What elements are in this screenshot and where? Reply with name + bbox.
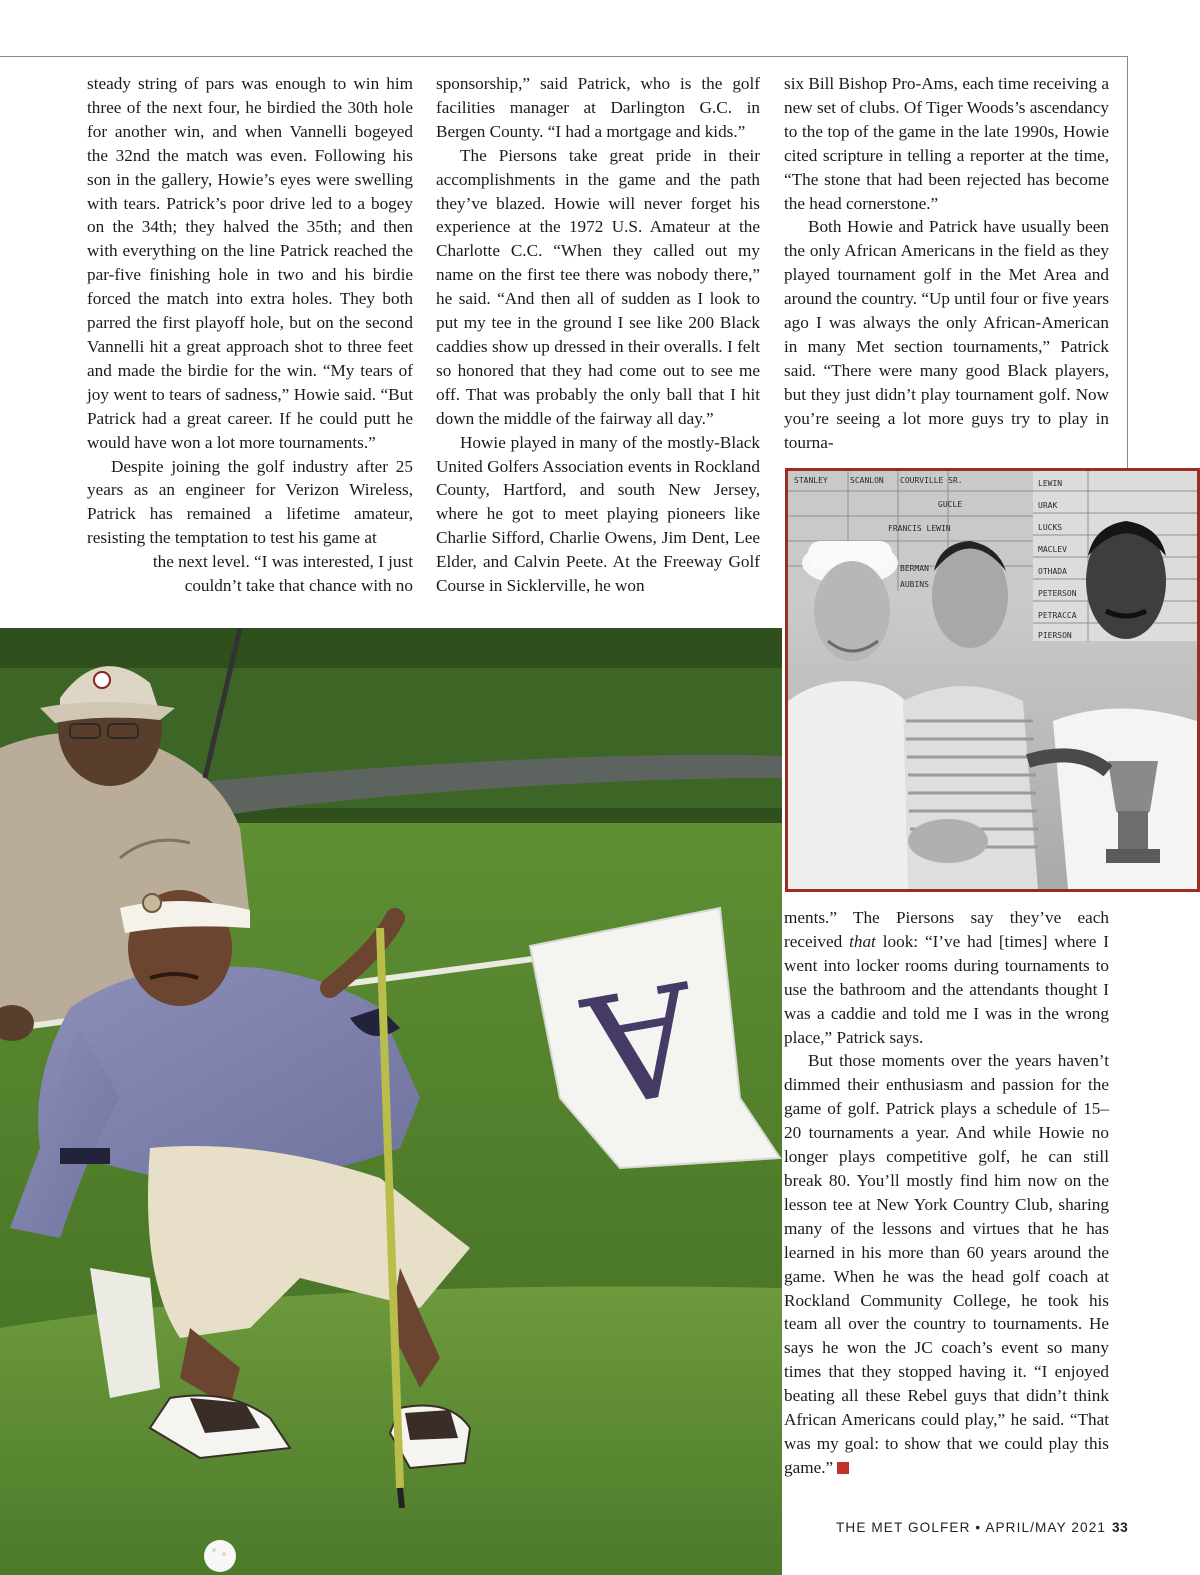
paragraph <box>784 906 1109 1049</box>
paragraph: six Bill Bishop Pro-Ams, each time receiving a new set of clubs. Of Tiger Woods’s ascendancy to the top of the game in the late 1990s, Howie cited scripture in telling a reporter at the time, “The stone that had been rejected has become the head cornerstone.” <box>784 74 1109 213</box>
scoreboard-name: OTHADA <box>1038 567 1067 576</box>
scoreboard-name: PETRACCA <box>1038 611 1077 620</box>
paragraph: Howie played in many of the mostly-Black United Golfers Association events in Rockland County, Hartford, and south New Jersey, where he got to meet playing pioneers like Charlie Sifford, Charlie Owens, Jim Dent, Lee Elder, and Calvin Peete. At the Freeway Golf Course in Sicklerville, he won <box>436 432 760 596</box>
end-of-article-mark <box>837 1462 849 1474</box>
article-column-3-top <box>784 72 1109 455</box>
paragraph: The Piersons take great pride in their accomplishments in the game and the path they’ve blazed. Howie will never forget his experience at the 1972 U.S. Amateur at the Charlotte C.C. “When they called out my name on the first tee there was nobody there,” he said. “And then all of sudden as I look to put my tee in the ground I see like 200 Black caddies show up dressed in their overalls. I felt so honored that they had come out to see me off. That was probably the only ball that I hit down the middle of the fairway all day.” <box>436 145 760 428</box>
scoreboard-name: SCANLON <box>850 476 884 485</box>
page-frame-top-rule <box>0 56 1128 57</box>
main-photo-golfers-reading-putt <box>0 628 782 1575</box>
paragraph-text: But those moments over the years haven’t dimmed their enthusiasm and passion for the game of golf. Patrick plays a schedule of 15–20 tournaments a year. And while Howie no longer plays competitive golf, he can still break 80. You’ll mostly find him now on the lesson tee at New York Country Club, sharing many of the lessons and virtues that he has learned in his more than 60 years around the game. When he was the head golf coach at Rockland Community College, he took his team all over the country to tournaments. He says he won the JC coach’s event so many times that they stopped having it. “I enjoyed beating all these Rebel guys that didn’t think African Americans could play,” he said. “That was my goal: to show that we could play this game.” <box>784 1051 1109 1477</box>
inset-photo-illustration <box>788 471 1197 889</box>
paragraph: steady string of pars was enough to win him three of the next four, he birdied the 30th hole for another win, and when Vannelli bogeyed the 32nd the match was even. Following his son in the gallery, Howie’s eyes were swelling with tears. Patrick’s poor drive led to a bogey on the 34th; they halved the 35th; and then with everything on the line Patrick reached the par-five finishing hole in two and his birdie forced the match into extra holes. They both parred the first playoff hole, but on the second Vannelli hit a great approach shot to three feet and made the birdie for the win. “My tears of joy went to tears of sadness,” Howie said. “But Patrick had a great career. If he could putt he would have won a lot more tournaments.” <box>87 74 413 452</box>
paragraph-text: ments.” The Piersons say they’ve each received <box>784 908 1109 951</box>
scoreboard-name: MACLEV <box>1038 545 1067 554</box>
scoreboard-name: LEWIN <box>1038 479 1063 488</box>
inset-photo-trophy-presentation <box>785 468 1200 892</box>
scoreboard-name: FRANCIS LEWIN <box>888 524 951 533</box>
scoreboard-name: BERMAN <box>900 564 929 573</box>
article-column-1 <box>87 72 413 598</box>
paragraph <box>784 1049 1109 1479</box>
paragraph <box>87 455 413 598</box>
scoreboard-name: STANLEY <box>794 476 828 485</box>
page-number: 33 <box>1112 1520 1129 1535</box>
scoreboard-name: COURVILLE SR. <box>900 476 963 485</box>
main-photo-illustration <box>0 628 782 1575</box>
page-frame-right-rule <box>1127 56 1128 468</box>
publication-name: THE MET GOLFER • APRIL/MAY 2021 <box>836 1520 1107 1535</box>
emphasis-text: that <box>849 931 876 951</box>
page-footer <box>836 1520 1128 1535</box>
paragraph-text: Despite joining the golf industry after 25 years as an engineer for Verizon Wireless, Patrick has remained a lifetime amateur, resisting the temptation to test his game at <box>87 456 413 548</box>
scoreboard-name: AUBINS <box>900 580 929 589</box>
paragraph-text: look: “I’ve had [times] where I went into locker rooms during tournaments to use the bathroom and the attendants thought I was a caddie and told me I was in the wrong place,” Patrick says. <box>784 931 1110 1047</box>
paragraph-wrap-line: couldn’t take that chance with no <box>184 576 413 596</box>
scoreboard-name: GUCLE <box>938 500 963 509</box>
scoreboard-name: LUCKS <box>1038 523 1063 532</box>
scoreboard-name: PETERSON <box>1038 589 1077 598</box>
scoreboard-name: PIERSON <box>1038 631 1072 640</box>
scoreboard-name: URAK <box>1038 501 1058 510</box>
article-column-3-bottom <box>784 906 1109 1480</box>
article-column-2 <box>436 72 760 598</box>
flag-logo: Ɐ <box>573 953 711 1144</box>
paragraph: Both Howie and Patrick have usually been the only African Americans in the field as they played tournament golf in the Met Area and around the country. “Up until four or five years ago I was always the only African-American in many Met section tournaments,” Patrick said. “There were many good Black players, but they just didn’t play tournament golf. Now you’re seeing a lot more guys try to play in tourna- <box>784 217 1109 452</box>
paragraph: sponsorship,” said Patrick, who is the golf facilities manager at Darlington G.C. in Bergen County. “I had a mortgage and kids.” <box>436 74 760 141</box>
paragraph-wrap-line: the next level. “I was interested, I just <box>152 552 413 572</box>
